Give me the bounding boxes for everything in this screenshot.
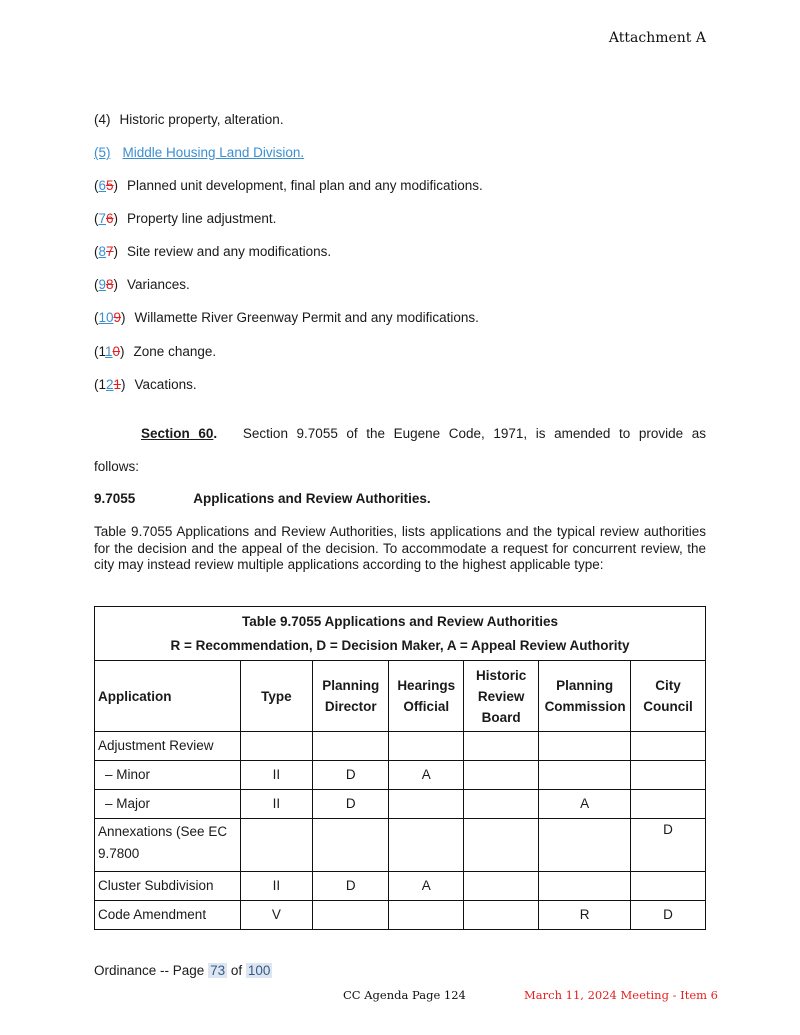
planning-commission-cell [539,732,631,761]
list-item [94,243,331,261]
list-item [94,309,479,327]
paren-open: ( [94,178,99,193]
list-item [94,177,483,195]
item-text: Property line adjustment. [127,211,277,226]
table-row [95,790,706,819]
hearings-official-cell: A [389,872,464,901]
table-row [95,732,706,761]
deleted-number: 0 [112,344,121,359]
city-council-cell [631,761,706,790]
paren-close: ) [120,344,125,359]
column-header [389,661,464,732]
planning-commission-cell: A [539,790,631,819]
column-header-label: Historic Review Board [476,667,527,725]
paren-close: ) [121,377,126,392]
application-cell: Cluster Subdivision [95,872,241,901]
section-number: Section 60 [141,426,214,441]
column-header [539,661,631,732]
current-page-field: 73 [210,963,226,978]
planning-director-cell [313,732,389,761]
meeting-label: March 11, 2024 Meeting - Item 6 [524,988,718,1002]
historic-review-board-cell [464,901,539,930]
code-title: Applications and Review Authorities. [193,491,431,506]
list-item [94,210,276,228]
hearings-official-cell [389,790,464,819]
item-text: Variances. [127,277,190,292]
column-header-label: City Council [643,678,693,714]
intro-paragraph: Table 9.7055 Applications and Review Authorities, lists applications and the typical review authorities for the decision and the appeal of the decision. To accommodate a request for concurrent review, the city may instead review multiple applications according to the highest applicable type: [94,524,706,572]
type-cell [240,819,313,872]
column-header-label: Hearings Official [397,678,456,714]
planning-director-cell: D [313,872,389,901]
application-cell: Adjustment Review [95,732,241,761]
table-legend: R = Recommendation, D = Decision Maker, A = Appeal Review Authority [170,637,630,653]
table-caption-row [95,607,706,661]
planning-commission-cell [539,761,631,790]
table-row [95,872,706,901]
column-header-label: Planning Commission [544,678,626,714]
ordinance-page-footer [94,963,272,978]
item-number: (4) [94,112,111,127]
type-cell [240,732,313,761]
list-item [94,276,190,294]
total-pages-field: 100 [247,963,271,978]
table-row [95,901,706,930]
inserted-number: 9 [98,277,107,292]
application-cell: Annexations (See EC 9.7800 [95,819,241,872]
paren-open: ( [94,244,99,259]
item-text: Willamette River Greenway Permit and any modifications. [134,310,479,325]
type-cell: II [240,790,313,819]
column-header [313,661,389,732]
historic-review-board-cell [464,732,539,761]
type-cell: V [240,901,313,930]
application-cell: – Minor [95,761,241,790]
deleted-number: 1 [113,377,122,392]
city-council-cell [631,732,706,761]
paren-open: ( [94,277,99,292]
column-header [464,661,539,732]
paren-close: ) [113,277,119,292]
city-council-cell: D [631,901,706,930]
inserted-number: 7 [98,211,107,226]
paren-open: ( [94,211,99,226]
table-row [95,761,706,790]
inserted-number: 6 [98,178,107,193]
hearings-official-cell [389,819,464,872]
inserted-number: 10 [98,310,114,325]
historic-review-board-cell [464,761,539,790]
section-period: . [213,426,218,441]
list-item [94,111,284,129]
section-paragraph [94,425,706,443]
type-cell: II [240,872,313,901]
city-council-cell: D [631,819,706,872]
code-heading [94,491,431,506]
paren-open: ( [94,310,99,325]
inserted-number: 2 [106,377,114,392]
planning-director-cell: D [313,790,389,819]
deleted-number: 7 [106,244,114,259]
item-text: Planned unit development, final plan and any modifications. [127,178,483,193]
table-row [95,819,706,872]
section-continuation: follows: [94,459,140,474]
historic-review-board-cell [464,790,539,819]
code-number: 9.7055 [94,491,136,506]
list-item [94,343,216,361]
planning-commission-cell [539,872,631,901]
planning-director-cell: D [313,761,389,790]
deleted-number: 9 [113,310,122,325]
paren-open: ( [94,377,99,392]
column-header-label: Planning Director [322,678,380,714]
planning-commission-cell: R [539,901,631,930]
inserted-number: 8 [98,244,107,259]
application-cell: – Major [95,790,241,819]
paren-open: ( [94,344,99,359]
inserted-number: 1 [105,344,113,359]
historic-review-board-cell [464,872,539,901]
kept-digit: 1 [98,344,106,359]
paren-close: ) [113,244,119,259]
paren-close: ) [113,178,119,193]
attachment-label: Attachment A [608,30,706,46]
deleted-number: 5 [106,178,114,193]
deleted-number: 6 [106,211,114,226]
agenda-page-label: CC Agenda Page 124 [343,988,466,1002]
hearings-official-cell [389,901,464,930]
item-text: Zone change. [133,344,217,359]
city-council-cell [631,872,706,901]
kept-digit: 1 [98,377,107,392]
application-cell: Code Amendment [95,901,241,930]
item-text: Site review and any modifications. [127,244,332,259]
paren-close: ) [113,211,119,226]
ordinance-label: Ordinance -- Page [94,963,205,978]
table-header-row [95,661,706,732]
item-text: Middle Housing Land Division. [122,145,305,160]
item-text: Historic property, alteration. [119,112,284,127]
column-header: Application [95,661,241,732]
historic-review-board-cell [464,819,539,872]
item-number: (5) [94,145,111,160]
of-label: of [230,963,243,978]
list-item-inserted [94,144,304,162]
type-cell: II [240,761,313,790]
column-header: Type [240,661,313,732]
deleted-number: 8 [106,277,114,292]
planning-director-cell [313,819,389,872]
table-caption [95,607,706,661]
hearings-official-cell [389,732,464,761]
hearings-official-cell: A [389,761,464,790]
column-header [631,661,706,732]
paren-close: ) [121,310,126,325]
review-authorities-table [94,606,706,930]
list-item [94,376,197,394]
planning-director-cell [313,901,389,930]
item-text: Vacations. [134,377,197,392]
table-title: Table 9.7055 Applications and Review Authorities [241,613,559,629]
city-council-cell [631,790,706,819]
planning-commission-cell [539,819,631,872]
section-text: Section 9.7055 of the Eugene Code, 1971, is amended to provide as [242,426,706,441]
